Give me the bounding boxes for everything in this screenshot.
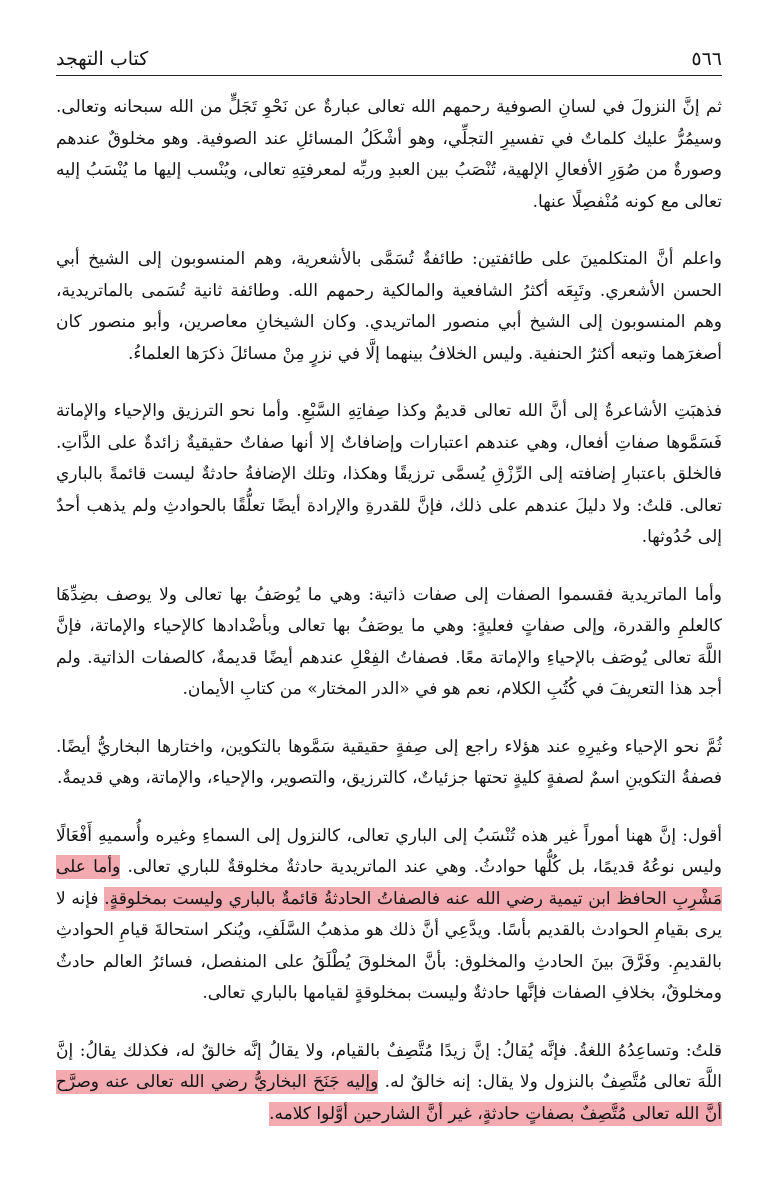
page-header [56, 36, 722, 76]
paragraph: واعلم أنَّ المتكلمينَ على طائفتين: طائفةٌ تُسَمَّى بالأشعرية، وهم المنسوبون إلى الشيخ أبي الحسن الأشعري. وتَبِعَه أكثرُ الشافعية والمالكية رحمهم الله. وطائفة ثانية تُسَمى بالماتريدية، وهم المنسوبون إلى الشيخ أبي منصور الماتريدي. وكان الشيخانِ معاصرين، وأبو منصور كان أصغرَهما وتبعه أكثرُ الحنفية. وليس الخلافُ بينهما إلَّا في نزرٍ مِنْ مسائلَ ذكرَها العلماءُ. [56, 249, 722, 364]
paragraph: ثم إنَّ النزولَ في لسانِ الصوفية رحمهم الله تعالى عبارةٌ عن نَحْوِ تَجَلٍّ من الله سبحانه وتعالى. وسيمُرُّ عليك كلماتٌ في تفسيرِ التجلِّي، وهو أشْكَلُ المسائلِ عند الصوفية. وهو مخلوقٌ عندهم وصورةٌ من صُوَرِ الأفعالِ الإلهية، تُنْصَبُ بين العبدِ وربِّه لمعرفتِهِ تعالى، ويُنْسب إليها ما يُنْسَبُ إليه تعالى مع كونه مُنْفصِلًا عنها. [56, 97, 722, 212]
paragraph [56, 1036, 722, 1131]
header-rule [56, 75, 722, 76]
paragraph: ثُمَّ نحو الإحياء وغيرِهِ عند هؤلاء راجع إلى صِفةٍ حقيقية سَمَّوها بالتكوين، واختارها البخاريُّ أيضًا. فصفةُ التكوينِ اسمٌ لصفةٍ كليةٍ تحتها جزئياتٌ، كالترزيق، والتصوير، والإحياء، والإماتة، وهي قديمةٌ. [56, 736, 722, 788]
page-body [56, 92, 722, 1156]
paragraph: وأما الماتريدية فقسموا الصفات إلى صفات ذاتية: وهي ما يُوصَفُ بها تعالى ولا يوصف بضِدِّهَا كالعلمِ والقدرة، وإلى صفاتٍ فعليةٍ: وهي ما يوصَفُ بها تعالى وبأضْدادها كالإحياء والإماتة، فإنَّ اللَّهَ تعالى يُوصَف بالإحياءِ والإماتة معًا. فصفاتُ الفِعْلِ عندهم أيضًا قديمةٌ، كالصفات الذاتية. ولم أجد هذا التعريفَ في كُتُبِ الكلام، نعم هو في «الدر المختار» من كتابِ الأيمان. [56, 584, 722, 699]
paragraph: فذهبَتِ الأشاعرةُ إلى أنَّ الله تعالى قديمٌ وكذا صِفاتِهِ السَّبْعِ. وأما نحو الترزيق والإحياء والإماتة فَسَمَّوها صفاتِ أفعال، وهي عندهم اعتبارات وإضافاتٌ إلا أنها صفاتٌ حقيقيةٌ زائدةٌ على الذَّاتِ. فالخلق باعتبارِ إضافته إلى الرِّزْقِ يُسمَّى ترزيقًا وهكذا، وتلك الإضافةُ حادثةٌ ليست قائمةً بالباري تعالى. قلتُ: ولا دليلَ عندهم على ذلك، فإنَّ للقدرةِ والإرادة أيضًا تعلُّقًا بالحوادثِ ولم يذهب أحدٌ إلى حُدُوثها. [56, 401, 722, 547]
paragraph [56, 821, 722, 1010]
paragraph-text: فإنه لا يرى بقيامِ الحوادث بالقديم بأسًا. ويدَّعِي أنَّ ذلك هو مذهبُ السَّلَفِ، ويُنكر استحالةَ قيامِ الحوادثِ بالقديمِ. وفَرَّقَ بينَ الحادثِ والمخلوق: بأنَّ المخلوقَ يُطْلَقُ على المنفصل، فسائرُ العالم حادثٌ ومخلوقٌ، بخلافِ الصفات فإنَّها حادثةٌ وليست بمخلوقةٍ لقيامها بالباري تعالى. [56, 888, 722, 1003]
highlighted-text: وأما على مَشْرِبِ الحافظ ابن تيمية رضي الله عنه فالصفاتُ الحادثةُ قائمةٌ بالباري وليست بمخلوقةٍ. [56, 857, 723, 909]
paragraph-text: أقول: إنَّ ههنا أموراً غير هذه تُنْسَبُ إلى الباري تعالى، كالنزول إلى السماءِ وغيره وأُسميهِ أَفْعَالًا وليس نوعُهُ قديمًا، بل كُلُّها حوادثُ. وهي عند الماتريدية حادثةٌ مخلوقةٌ للباري تعالى. [56, 825, 722, 877]
highlighted-text: وإليه جَنَحَ البخاريُّ رضي الله تعالى عنه وصرَّح أنَّ الله تعالى مُتَّصِفٌ بصفاتٍ حادثةٍ، غير أنَّ الشارحين أوَّلوا كلامه. [56, 1072, 722, 1124]
book-title: كتاب التهجد [56, 48, 149, 70]
page-number: ٥٦٦ [691, 48, 722, 70]
paragraph-text: قلتُ: وتساعِدُهُ اللغةُ. فإنَّه يُقالُ: إنَّ زيدًا مُتَّصِفٌ بالقيام، ولا يقالُ إنَّه خالقٌ له، فكذلك يقالُ: إنَّ اللَّهَ تعالى مُتَّصِفٌ بالنزول ولا يقال: إنه خالقٌ له. [56, 1040, 722, 1092]
